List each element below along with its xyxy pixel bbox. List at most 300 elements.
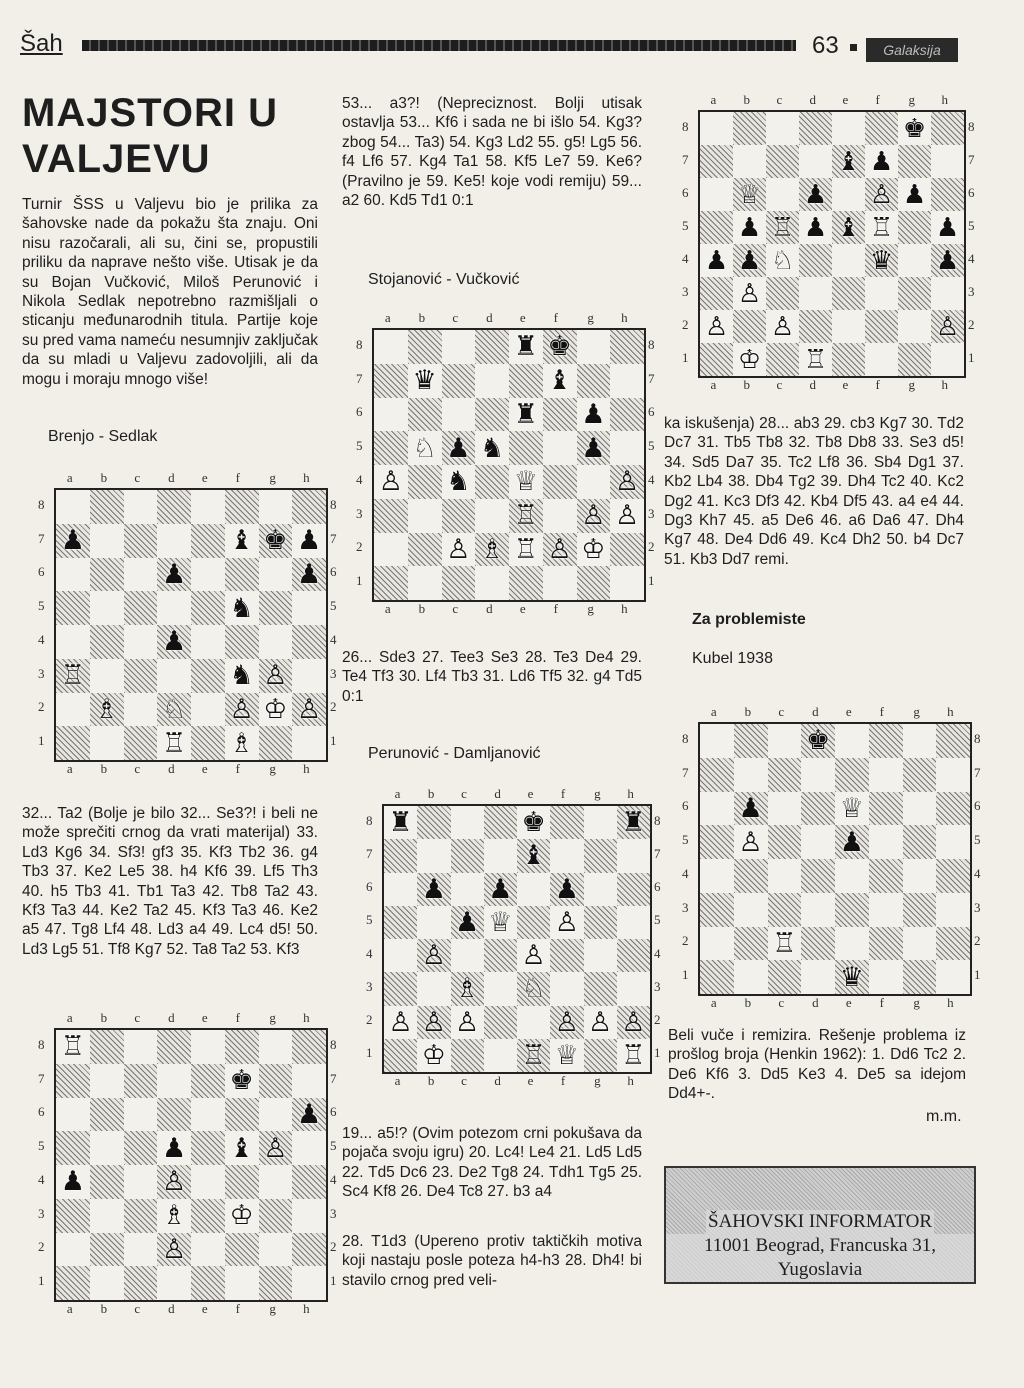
file-label-e: e [845, 704, 852, 719]
square-h7 [292, 524, 326, 558]
white-queen-icon: ♕ [513, 466, 538, 498]
square-a5 [56, 591, 90, 625]
white-bishop-icon: ♗ [480, 533, 505, 565]
white-rook-icon: ♖ [162, 727, 187, 759]
square-h6 [292, 1098, 326, 1132]
square-h8 [931, 112, 964, 145]
file-label-h: h [627, 786, 634, 801]
square-e3 [832, 277, 865, 310]
black-pawn-icon: ♟ [737, 212, 762, 243]
board-grid [54, 1028, 328, 1302]
square-d4 [157, 1165, 191, 1199]
rank-label-8: 8 [648, 336, 655, 352]
square-a5 [384, 906, 417, 939]
square-e6 [191, 1098, 225, 1132]
square-a8 [56, 1030, 90, 1064]
square-f8 [543, 330, 577, 364]
square-e4 [517, 939, 550, 972]
magazine-logo: Galaksija [866, 38, 958, 62]
square-e2 [517, 1006, 550, 1039]
square-e6 [517, 873, 550, 906]
board-grid [54, 488, 328, 762]
square-b5 [90, 591, 124, 625]
file-label-g: g [269, 1010, 276, 1025]
square-a6 [700, 792, 734, 826]
square-d7 [799, 145, 832, 178]
square-d4 [799, 244, 832, 277]
square-f1 [550, 1039, 583, 1072]
white-pawn-icon: ♙ [162, 1166, 187, 1198]
file-label-h: h [941, 92, 948, 107]
white-rook-icon: ♖ [513, 533, 538, 565]
square-c2 [768, 927, 802, 961]
file-label-c: c [461, 786, 467, 801]
square-e1 [509, 566, 543, 600]
file-label-h: h [621, 601, 628, 616]
square-f7 [225, 524, 259, 558]
square-a7 [56, 1064, 90, 1098]
file-label-e: e [842, 92, 849, 107]
square-c5 [442, 431, 476, 465]
file-label-h: h [947, 704, 954, 719]
square-h1 [936, 960, 970, 994]
file-label-g: g [594, 786, 601, 801]
rank-label-7: 7 [682, 764, 689, 780]
chess-diagram-brenjo-sedlak [36, 470, 346, 780]
square-c8 [766, 112, 799, 145]
black-pawn-icon: ♟ [162, 1132, 187, 1164]
rank-label-6: 6 [356, 404, 363, 420]
square-f2 [865, 310, 898, 343]
black-pawn-icon: ♟ [738, 792, 763, 824]
black-pawn-icon: ♟ [803, 179, 828, 210]
square-g3 [259, 1199, 293, 1233]
file-label-d: d [809, 377, 816, 392]
file-label-c: c [452, 310, 459, 325]
square-b3 [90, 659, 124, 693]
square-f2 [550, 1006, 583, 1039]
square-d6 [801, 792, 835, 826]
square-f7 [550, 839, 583, 872]
square-b7 [408, 364, 442, 398]
square-c5 [124, 1131, 158, 1165]
square-b4 [417, 939, 450, 972]
white-rook-icon: ♖ [513, 500, 538, 532]
square-b5 [417, 906, 450, 939]
rank-label-2: 2 [654, 1012, 661, 1028]
black-pawn-icon: ♟ [737, 245, 762, 276]
white-pawn-icon: ♙ [297, 693, 322, 725]
file-label-e: e [201, 470, 208, 485]
signature: m.m. [926, 1108, 962, 1125]
square-h1 [292, 1266, 326, 1300]
white-king-icon: ♔ [263, 693, 288, 725]
square-g7 [259, 1064, 293, 1098]
square-e5 [509, 431, 543, 465]
square-d3 [799, 277, 832, 310]
square-h3 [617, 972, 650, 1005]
problem-heading: Za problemiste [692, 611, 806, 628]
square-b6 [417, 873, 450, 906]
square-e4 [509, 465, 543, 499]
square-g7 [898, 145, 931, 178]
white-knight-icon: ♘ [521, 973, 546, 1005]
rank-label-1: 1 [682, 967, 689, 983]
black-king-icon: ♚ [521, 807, 546, 839]
rank-label-6: 6 [38, 564, 45, 580]
informator-address: 11001 Beograd, Francuska 31, Yugoslavia [666, 1234, 974, 1282]
black-bishop-icon: ♝ [521, 840, 546, 872]
chess-diagram-stojanovic-vuckovic [354, 310, 664, 620]
square-c1 [124, 726, 158, 760]
square-h6 [610, 398, 644, 432]
square-a8 [374, 330, 408, 364]
white-rook-icon: ♖ [621, 1039, 646, 1071]
rank-label-8: 8 [38, 496, 45, 512]
file-label-e: e [527, 786, 534, 801]
square-b1 [734, 960, 768, 994]
rank-label-2: 2 [38, 1239, 45, 1255]
square-f5 [865, 211, 898, 244]
square-f1 [865, 343, 898, 376]
rank-label-5: 5 [974, 832, 981, 848]
square-e2 [191, 693, 225, 727]
black-bishop-icon: ♝ [229, 525, 254, 557]
square-h7 [617, 839, 650, 872]
file-label-f: f [553, 601, 558, 616]
square-d2 [157, 693, 191, 727]
file-label-d: d [812, 995, 819, 1010]
square-f6 [225, 558, 259, 592]
rank-label-2: 2 [38, 699, 45, 715]
rank-label-5: 5 [654, 912, 661, 928]
black-pawn-icon: ♟ [554, 873, 579, 905]
square-b4 [733, 244, 766, 277]
file-label-b: b [744, 995, 752, 1010]
square-g5 [577, 431, 611, 465]
title-line-2: VALJEVU [22, 137, 211, 181]
rank-label-1: 1 [330, 1273, 337, 1289]
file-label-c: c [134, 470, 141, 485]
square-c4 [124, 625, 158, 659]
file-label-b: b [427, 786, 435, 801]
square-g7 [577, 364, 611, 398]
file-label-f: f [235, 1010, 240, 1025]
file-label-g: g [269, 1301, 276, 1316]
square-g3 [584, 972, 617, 1005]
square-h8 [936, 724, 970, 758]
rank-label-6: 6 [682, 798, 689, 814]
square-d1 [484, 1039, 517, 1072]
square-c2 [124, 1233, 158, 1267]
square-f5 [225, 1131, 259, 1165]
rank-label-8: 8 [330, 1036, 337, 1052]
white-pawn-icon: ♙ [621, 1006, 646, 1038]
square-h2 [292, 693, 326, 727]
file-label-c: c [134, 761, 141, 776]
square-h7 [610, 364, 644, 398]
square-b8 [408, 330, 442, 364]
square-b2 [90, 693, 124, 727]
file-label-d: d [168, 761, 175, 776]
rank-label-1: 1 [648, 573, 655, 589]
file-label-e: e [842, 377, 849, 392]
file-label-a: a [66, 1010, 73, 1025]
rank-label-7: 7 [38, 530, 45, 546]
square-a3 [56, 1199, 90, 1233]
square-g1 [259, 1266, 293, 1300]
rank-label-2: 2 [682, 933, 689, 949]
square-c1 [442, 566, 476, 600]
white-pawn-icon: ♙ [229, 693, 254, 725]
square-b4 [408, 465, 442, 499]
square-g1 [903, 960, 937, 994]
rank-label-2: 2 [330, 699, 337, 715]
file-label-f: f [560, 1073, 566, 1088]
file-label-d: d [812, 704, 819, 719]
white-rook-icon: ♖ [869, 212, 894, 243]
square-e5 [517, 906, 550, 939]
square-a3 [374, 499, 408, 533]
square-f1 [225, 726, 259, 760]
square-h5 [936, 825, 970, 859]
file-label-a: a [394, 1073, 401, 1088]
file-label-h: h [941, 377, 948, 392]
file-label-a: a [710, 995, 717, 1010]
square-e2 [509, 533, 543, 567]
file-label-a: a [710, 92, 717, 107]
file-label-h: h [303, 1010, 310, 1025]
black-knight-icon: ♞ [229, 660, 254, 692]
black-pawn-icon: ♟ [869, 146, 894, 177]
square-f6 [543, 398, 577, 432]
game1-continuation: 53... a3?! (Nepreciznost. Bolji utisak ostavlja 53... Kf6 i sada ne bi išlo 54. Kg3? zbog 54... Ta3) 54. Kg3 Ld2 55. g5! Lg5 56. f4 Lf6 57. Kg4 Ta1 58. Kf5 Le7 59. Ke6? (Pravilno je 59. Ke5! koje vodi remiju) 59... a2 60. Kd5 Td1 0:1 [342, 95, 642, 210]
square-a4 [384, 939, 417, 972]
white-knight-icon: ♘ [162, 693, 187, 725]
file-label-b: b [100, 470, 108, 485]
rank-label-2: 2 [648, 539, 655, 555]
file-label-e: e [201, 1301, 208, 1316]
square-c6 [768, 792, 802, 826]
square-g3 [577, 499, 611, 533]
rank-label-8: 8 [974, 730, 981, 746]
square-b1 [408, 566, 442, 600]
square-c5 [766, 211, 799, 244]
rank-label-2: 2 [974, 933, 981, 949]
square-d8 [484, 806, 517, 839]
black-bishop-icon: ♝ [836, 146, 861, 177]
square-c1 [768, 960, 802, 994]
square-a4 [700, 244, 733, 277]
square-h2 [617, 1006, 650, 1039]
rank-label-6: 6 [974, 798, 981, 814]
square-f8 [225, 1030, 259, 1064]
board-grid [698, 722, 972, 996]
square-h1 [292, 726, 326, 760]
white-pawn-icon: ♙ [588, 1006, 613, 1038]
rank-label-3: 3 [682, 899, 689, 915]
square-b2 [417, 1006, 450, 1039]
file-label-d: d [494, 786, 501, 801]
header-rule [82, 40, 796, 51]
file-label-d: d [486, 601, 493, 616]
black-pawn-icon: ♟ [488, 873, 513, 905]
square-g4 [577, 465, 611, 499]
black-pawn-icon: ♟ [297, 558, 322, 590]
black-pawn-icon: ♟ [162, 626, 187, 658]
square-g6 [577, 398, 611, 432]
rank-label-8: 8 [968, 118, 975, 134]
rank-label-7: 7 [356, 370, 363, 386]
square-g5 [584, 906, 617, 939]
square-c1 [451, 1039, 484, 1072]
rank-label-2: 2 [366, 1012, 373, 1028]
square-h5 [931, 211, 964, 244]
square-c6 [124, 558, 158, 592]
square-c7 [766, 145, 799, 178]
square-d6 [799, 178, 832, 211]
rank-label-4: 4 [38, 1171, 45, 1187]
square-h1 [617, 1039, 650, 1072]
square-f3 [869, 893, 903, 927]
file-label-b: b [418, 310, 426, 325]
square-b5 [734, 825, 768, 859]
game1-title: Brenjo - Sedlak [48, 428, 158, 445]
white-pawn-icon: ♙ [935, 311, 960, 342]
square-b6 [734, 792, 768, 826]
square-e6 [509, 398, 543, 432]
square-d5 [484, 906, 517, 939]
white-pawn-icon: ♙ [770, 311, 795, 342]
square-e1 [832, 343, 865, 376]
rank-label-1: 1 [38, 1273, 45, 1289]
square-e3 [191, 1199, 225, 1233]
chess-diagram-position-after-53 [36, 1010, 346, 1320]
rank-label-6: 6 [330, 564, 337, 580]
game3-title: Perunović - Damljanović [368, 745, 541, 762]
square-b1 [90, 726, 124, 760]
rank-label-3: 3 [356, 505, 363, 521]
square-g1 [577, 566, 611, 600]
white-pawn-icon: ♙ [521, 940, 546, 972]
square-c3 [124, 659, 158, 693]
square-a7 [700, 758, 734, 792]
square-e8 [517, 806, 550, 839]
square-b4 [90, 625, 124, 659]
square-e2 [832, 310, 865, 343]
square-b7 [90, 1064, 124, 1098]
black-rook-icon: ♜ [621, 807, 646, 839]
file-label-b: b [100, 1010, 108, 1025]
square-e8 [191, 1030, 225, 1064]
rank-label-8: 8 [682, 730, 689, 746]
square-b6 [733, 178, 766, 211]
square-b8 [90, 1030, 124, 1064]
square-c4 [768, 859, 802, 893]
square-h8 [292, 1030, 326, 1064]
file-label-g: g [587, 601, 594, 616]
square-f2 [225, 693, 259, 727]
square-a8 [56, 490, 90, 524]
square-b8 [417, 806, 450, 839]
white-rook-icon: ♖ [521, 1039, 546, 1071]
square-c7 [768, 758, 802, 792]
square-d5 [801, 825, 835, 859]
square-f6 [869, 792, 903, 826]
square-d7 [157, 524, 191, 558]
file-label-b: b [100, 761, 108, 776]
file-label-f: f [235, 1301, 240, 1316]
file-label-f: f [553, 310, 558, 325]
file-label-g: g [908, 377, 915, 392]
square-a2 [56, 693, 90, 727]
white-pawn-icon: ♙ [421, 940, 446, 972]
square-c7 [124, 1064, 158, 1098]
white-rook-icon: ♖ [60, 1031, 85, 1063]
file-label-f: f [875, 92, 880, 107]
square-c8 [124, 1030, 158, 1064]
white-rook-icon: ♖ [770, 212, 795, 243]
square-e5 [191, 1131, 225, 1165]
black-king-icon: ♚ [902, 113, 927, 144]
white-knight-icon: ♘ [412, 432, 437, 464]
file-label-b: b [418, 601, 426, 616]
square-c4 [442, 465, 476, 499]
rank-label-6: 6 [648, 404, 655, 420]
square-a8 [700, 112, 733, 145]
white-bishop-icon: ♗ [229, 727, 254, 759]
square-f4 [225, 1165, 259, 1199]
rank-label-6: 6 [38, 1104, 45, 1120]
square-g5 [903, 825, 937, 859]
square-a6 [700, 178, 733, 211]
square-e5 [835, 825, 869, 859]
file-label-e: e [519, 601, 526, 616]
square-a3 [384, 972, 417, 1005]
square-f3 [225, 659, 259, 693]
file-label-d: d [168, 1301, 175, 1316]
rank-label-4: 4 [38, 631, 45, 647]
file-label-g: g [269, 470, 276, 485]
square-a1 [374, 566, 408, 600]
square-b5 [90, 1131, 124, 1165]
square-d7 [801, 758, 835, 792]
file-label-c: c [778, 704, 785, 719]
square-d7 [484, 839, 517, 872]
black-pawn-icon: ♟ [297, 525, 322, 557]
rank-label-4: 4 [974, 865, 981, 881]
square-c7 [124, 524, 158, 558]
white-rook-icon: ♖ [772, 927, 797, 959]
square-f5 [225, 591, 259, 625]
square-a2 [56, 1233, 90, 1267]
black-king-icon: ♚ [547, 331, 572, 363]
square-a4 [56, 1165, 90, 1199]
square-e2 [835, 927, 869, 961]
rank-label-1: 1 [654, 1045, 661, 1061]
square-h4 [292, 1165, 326, 1199]
square-a7 [374, 364, 408, 398]
rank-label-3: 3 [648, 505, 655, 521]
white-king-icon: ♔ [581, 533, 606, 565]
square-e7 [509, 364, 543, 398]
square-f5 [543, 431, 577, 465]
square-c8 [768, 724, 802, 758]
file-label-h: h [621, 310, 628, 325]
square-h4 [292, 625, 326, 659]
rank-label-4: 4 [366, 945, 373, 961]
rank-label-4: 4 [356, 471, 363, 487]
